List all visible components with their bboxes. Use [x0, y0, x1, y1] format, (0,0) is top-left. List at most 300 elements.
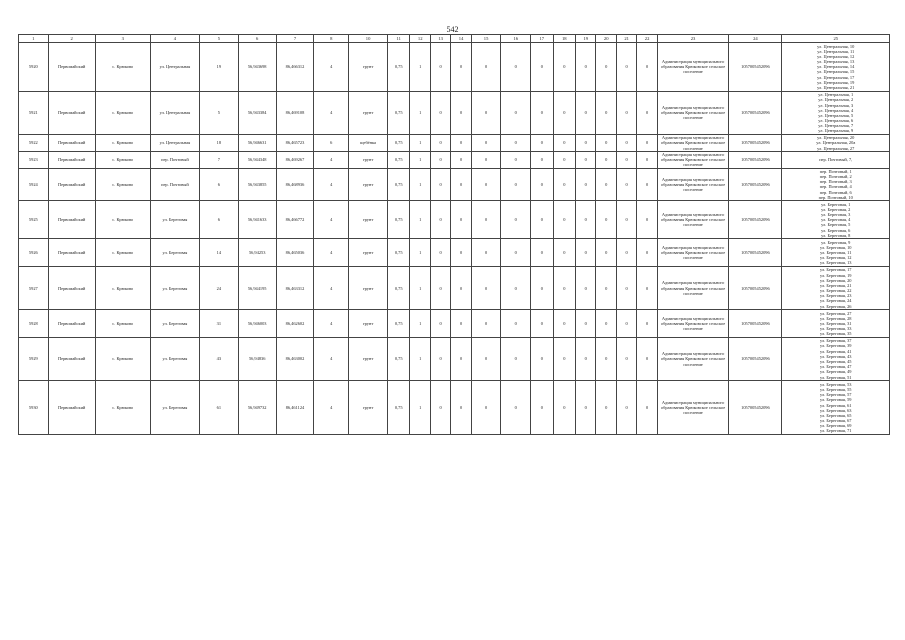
- latitude-cell: 56,943698: [238, 43, 276, 92]
- column-header: 2: [48, 35, 95, 43]
- column-header: 3: [95, 35, 150, 43]
- zero-cell: 0: [471, 201, 501, 239]
- zero-cell: 0: [553, 135, 575, 152]
- surface-cell: грунт: [349, 168, 388, 201]
- zero-cell: 0: [531, 91, 553, 134]
- capacity-cell: 4: [314, 381, 349, 435]
- table-row: [19, 43, 890, 92]
- addresses-cell: [782, 135, 890, 152]
- record-number-cell: 5925: [19, 201, 49, 239]
- address-line: ул. Береговая, 11: [820, 250, 852, 256]
- column-header: 12: [410, 35, 430, 43]
- zero-cell: 0: [531, 168, 553, 201]
- address-line: ул. Береговая, 41: [820, 348, 852, 354]
- capacity-cell: 4: [314, 168, 349, 201]
- zero-cell: 0: [553, 239, 575, 267]
- container-count-cell: 1: [410, 168, 430, 201]
- district-cell: Первомайский: [48, 381, 95, 435]
- zero-cell: 0: [471, 310, 501, 338]
- zero-cell: 0: [553, 266, 575, 309]
- district-cell: Первомайский: [48, 310, 95, 338]
- addresses-cell: [782, 381, 890, 435]
- settlement-cell: с. Крюково: [95, 43, 150, 92]
- address-line: пер. Почтовый, 2: [819, 174, 852, 180]
- district-cell: Первомайский: [48, 151, 95, 168]
- settlement-cell: с. Крюково: [95, 151, 150, 168]
- owner-cell: Администрация муниципального образования Крюковское сельское поселение: [657, 310, 729, 338]
- ogrn-cell: 1057005452096: [729, 201, 782, 239]
- header-row: [19, 35, 890, 43]
- zero-cell: 0: [596, 168, 616, 201]
- zero-cell: 0: [596, 381, 616, 435]
- longitude-cell: 86,463312: [276, 266, 314, 309]
- zero-cell: 0: [451, 337, 471, 380]
- zero-cell: 0: [553, 310, 575, 338]
- zero-cell: 0: [637, 43, 657, 92]
- house-cell: 18: [199, 135, 238, 152]
- house-cell: 5: [199, 91, 238, 134]
- zero-cell: 0: [531, 381, 553, 435]
- zero-cell: 0: [637, 239, 657, 267]
- record-number-cell: 5922: [19, 135, 49, 152]
- column-header: 23: [657, 35, 729, 43]
- zero-cell: 0: [576, 381, 596, 435]
- zero-cell: 0: [501, 239, 531, 267]
- house-cell: 43: [199, 337, 238, 380]
- column-header: 7: [276, 35, 314, 43]
- address-line: ул. Береговая, 57: [820, 392, 852, 398]
- street-cell: ул. Береговая: [150, 201, 199, 239]
- zero-cell: 0: [616, 151, 636, 168]
- column-header: 10: [349, 35, 388, 43]
- zero-cell: 0: [451, 91, 471, 134]
- longitude-cell: 86,462602: [276, 310, 314, 338]
- record-number-cell: 5929: [19, 337, 49, 380]
- longitude-cell: 86,465723: [276, 135, 314, 152]
- volume-cell: 0,75: [387, 168, 409, 201]
- zero-cell: 0: [637, 201, 657, 239]
- zero-cell: 0: [430, 201, 450, 239]
- address-line: ул. Береговая, 26: [820, 303, 852, 309]
- column-header: 19: [576, 35, 596, 43]
- zero-cell: 0: [596, 266, 616, 309]
- address-line: ул. Береговая, 33: [820, 326, 852, 332]
- capacity-cell: 4: [314, 239, 349, 267]
- district-cell: Первомайский: [48, 337, 95, 380]
- zero-cell: 0: [471, 266, 501, 309]
- zero-cell: 0: [451, 151, 471, 168]
- owner-cell: Администрация муниципального образования Крюковское сельское поселение: [657, 381, 729, 435]
- column-header: 14: [451, 35, 471, 43]
- record-number-cell: 5921: [19, 91, 49, 134]
- latitude-cell: 56,949732: [238, 381, 276, 435]
- zero-cell: 0: [576, 266, 596, 309]
- zero-cell: 0: [531, 310, 553, 338]
- owner-cell: Администрация муниципального образования Крюковское сельское поселение: [657, 151, 729, 168]
- page-number: 542: [446, 25, 459, 34]
- zero-cell: 0: [531, 337, 553, 380]
- zero-cell: 0: [531, 135, 553, 152]
- zero-cell: 0: [430, 310, 450, 338]
- table-row: [19, 151, 890, 168]
- zero-cell: 0: [430, 168, 450, 201]
- column-header: 5: [199, 35, 238, 43]
- address-line: ул. Береговая, 71: [820, 428, 852, 434]
- street-cell: ул. Береговая: [150, 337, 199, 380]
- settlement-cell: с. Крюково: [95, 91, 150, 134]
- column-header: 6: [238, 35, 276, 43]
- column-header: 13: [430, 35, 450, 43]
- ogrn-cell: 1057005452096: [729, 135, 782, 152]
- ogrn-cell: 1057005452096: [729, 337, 782, 380]
- latitude-cell: 56,941633: [238, 201, 276, 239]
- address-line: ул. Береговая, 53: [820, 381, 852, 387]
- table-row: [19, 337, 890, 380]
- address-line: ул. Береговая, 49: [820, 369, 852, 375]
- house-cell: 24: [199, 266, 238, 309]
- address-line: ул. Береговая, 35: [820, 331, 852, 337]
- ogrn-cell: 1057005452096: [729, 43, 782, 92]
- volume-cell: 0,75: [387, 151, 409, 168]
- zero-cell: 0: [451, 266, 471, 309]
- address-line: ул. Береговая, 9: [821, 239, 851, 245]
- container-count-cell: 1: [410, 151, 430, 168]
- address-line: ул. Центральная, 1: [818, 92, 854, 98]
- zero-cell: 0: [553, 168, 575, 201]
- capacity-cell: 4: [314, 43, 349, 92]
- latitude-cell: 56,946003: [238, 310, 276, 338]
- settlement-cell: с. Крюково: [95, 337, 150, 380]
- zero-cell: 0: [553, 337, 575, 380]
- zero-cell: 0: [616, 310, 636, 338]
- address-line: ул. Береговая, 28: [820, 315, 852, 321]
- zero-cell: 0: [531, 151, 553, 168]
- house-cell: 31: [199, 310, 238, 338]
- latitude-cell: 56,943855: [238, 168, 276, 201]
- street-cell: пер. Почтовый: [150, 151, 199, 168]
- record-number-cell: 5923: [19, 151, 49, 168]
- address-line: ул. Береговая, 27: [820, 310, 852, 316]
- zero-cell: 0: [531, 239, 553, 267]
- house-cell: 61: [199, 381, 238, 435]
- zero-cell: 0: [501, 135, 531, 152]
- street-cell: пер. Почтовый: [150, 168, 199, 201]
- address-line: ул. Береговая, 6: [821, 227, 851, 233]
- zero-cell: 0: [553, 91, 575, 134]
- district-cell: Первомайский: [48, 168, 95, 201]
- zero-cell: 0: [596, 201, 616, 239]
- volume-cell: 0,75: [387, 43, 409, 92]
- column-header: 20: [596, 35, 616, 43]
- container-count-cell: 1: [410, 43, 430, 92]
- zero-cell: 0: [616, 91, 636, 134]
- zero-cell: 0: [430, 135, 450, 152]
- address-line: ул. Центральная, 10: [817, 43, 855, 49]
- address-line: ул. Береговая, 55: [820, 386, 852, 392]
- ogrn-cell: 1057005452096: [729, 239, 782, 267]
- table-row: [19, 91, 890, 134]
- zero-cell: 0: [576, 310, 596, 338]
- record-number-cell: 5928: [19, 310, 49, 338]
- house-cell: 14: [199, 239, 238, 267]
- zero-cell: 0: [616, 381, 636, 435]
- longitude-cell: 86,466312: [276, 43, 314, 92]
- addresses-cell: [782, 266, 890, 309]
- owner-cell: Администрация муниципального образования Крюковское сельское поселение: [657, 201, 729, 239]
- container-count-cell: 1: [410, 239, 430, 267]
- house-cell: 19: [199, 43, 238, 92]
- address-line: ул. Центральная, 27: [817, 145, 855, 151]
- zero-cell: 0: [596, 91, 616, 134]
- address-line: ул. Береговая, 51: [820, 374, 852, 380]
- longitude-cell: 86,468936: [276, 168, 314, 201]
- address-line: ул. Береговая, 63: [820, 407, 852, 413]
- volume-cell: 0,75: [387, 239, 409, 267]
- surface-cell: грунт: [349, 91, 388, 134]
- record-number-cell: 5927: [19, 266, 49, 309]
- zero-cell: 0: [501, 381, 531, 435]
- zero-cell: 0: [637, 151, 657, 168]
- surface-cell: грунт: [349, 151, 388, 168]
- capacity-cell: 4: [314, 266, 349, 309]
- zero-cell: 0: [596, 239, 616, 267]
- owner-cell: Администрация муниципального образования Крюковское сельское поселение: [657, 239, 729, 267]
- address-line: пер. Почтовый, 10: [818, 194, 853, 200]
- zero-cell: 0: [553, 201, 575, 239]
- district-cell: Первомайский: [48, 201, 95, 239]
- volume-cell: 0,75: [387, 201, 409, 239]
- address-line: пер. Почтовый, 6: [819, 189, 852, 195]
- column-header: 25: [782, 35, 890, 43]
- latitude-cell: 56,943384: [238, 91, 276, 134]
- addresses-cell: [782, 239, 890, 267]
- district-cell: Первомайский: [48, 266, 95, 309]
- zero-cell: 0: [501, 151, 531, 168]
- longitude-cell: 86,465036: [276, 239, 314, 267]
- owner-cell: Администрация муниципального образования Крюковское сельское поселение: [657, 337, 729, 380]
- owner-cell: Администрация муниципального образования Крюковское сельское поселение: [657, 91, 729, 134]
- zero-cell: 0: [616, 266, 636, 309]
- address-line: ул. Береговая, 10: [820, 244, 852, 250]
- zero-cell: 0: [471, 151, 501, 168]
- zero-cell: 0: [616, 337, 636, 380]
- address-line: ул. Береговая, 67: [820, 418, 852, 424]
- table-row: [19, 239, 890, 267]
- address-line: ул. Береговая, 3: [821, 212, 851, 218]
- addresses-cell: [782, 151, 890, 168]
- zero-cell: 0: [637, 381, 657, 435]
- zero-cell: 0: [430, 91, 450, 134]
- address-line: ул. Береговая, 8: [821, 232, 851, 238]
- table-row: [19, 201, 890, 239]
- zero-cell: 0: [616, 43, 636, 92]
- zero-cell: 0: [501, 201, 531, 239]
- surface-cell: грунт: [349, 43, 388, 92]
- address-line: ул. Береговая, 17: [820, 267, 852, 273]
- zero-cell: 0: [596, 310, 616, 338]
- settlement-cell: с. Крюково: [95, 168, 150, 201]
- address-line: ул. Береговая, 5: [821, 222, 851, 228]
- address-line: ул. Центральная, 13: [817, 59, 855, 65]
- owner-cell: Администрация муниципального образования Крюковское сельское поселение: [657, 43, 729, 92]
- zero-cell: 0: [576, 337, 596, 380]
- zero-cell: 0: [576, 91, 596, 134]
- zero-cell: 0: [430, 266, 450, 309]
- zero-cell: 0: [501, 310, 531, 338]
- address-line: пер. Почтовый, 7,: [819, 157, 853, 163]
- capacity-cell: 4: [314, 91, 349, 134]
- address-line: ул. Береговая, 61: [820, 402, 852, 408]
- column-header: 1: [19, 35, 49, 43]
- zero-cell: 0: [576, 168, 596, 201]
- address-line: ул. Береговая, 24: [820, 298, 852, 304]
- volume-cell: 0,75: [387, 135, 409, 152]
- zero-cell: 0: [451, 135, 471, 152]
- container-count-cell: 1: [410, 135, 430, 152]
- longitude-cell: 86,469108: [276, 91, 314, 134]
- zero-cell: 0: [501, 266, 531, 309]
- house-cell: 7: [199, 151, 238, 168]
- address-line: ул. Береговая, 47: [820, 364, 852, 370]
- zero-cell: 0: [637, 135, 657, 152]
- capacity-cell: 4: [314, 337, 349, 380]
- house-cell: 6: [199, 168, 238, 201]
- table-row: [19, 381, 890, 435]
- zero-cell: 0: [553, 43, 575, 92]
- address-line: ул. Береговая, 37: [820, 338, 852, 344]
- ogrn-cell: 1057005452096: [729, 266, 782, 309]
- surface-cell: грунт: [349, 337, 388, 380]
- settlement-cell: с. Крюково: [95, 201, 150, 239]
- street-cell: ул. Центральная: [150, 135, 199, 152]
- zero-cell: 0: [471, 239, 501, 267]
- address-line: ул. Центральная, 15: [817, 69, 855, 75]
- address-line: ул. Береговая, 59: [820, 397, 852, 403]
- address-line: ул. Центральная, 20а: [816, 140, 856, 146]
- capacity-cell: 4: [314, 310, 349, 338]
- address-line: ул. Береговая, 69: [820, 423, 852, 429]
- zero-cell: 0: [576, 151, 596, 168]
- volume-cell: 0,75: [387, 310, 409, 338]
- container-count-cell: 1: [410, 310, 430, 338]
- longitude-cell: 86,469267: [276, 151, 314, 168]
- capacity-cell: 6: [314, 135, 349, 152]
- zero-cell: 0: [451, 239, 471, 267]
- address-line: ул. Центральная, 12: [817, 53, 855, 59]
- address-line: ул. Береговая, 65: [820, 412, 852, 418]
- column-header: 22: [637, 35, 657, 43]
- address-line: ул. Центральная, 2: [818, 97, 854, 103]
- volume-cell: 0,75: [387, 337, 409, 380]
- address-line: ул. Береговая, 43: [820, 353, 852, 359]
- record-number-cell: 5924: [19, 168, 49, 201]
- zero-cell: 0: [616, 168, 636, 201]
- zero-cell: 0: [553, 381, 575, 435]
- capacity-cell: 4: [314, 201, 349, 239]
- address-line: ул. Береговая, 4: [821, 217, 851, 223]
- zero-cell: 0: [576, 239, 596, 267]
- column-header: 16: [501, 35, 531, 43]
- zero-cell: 0: [637, 310, 657, 338]
- container-count-cell: 1: [410, 266, 430, 309]
- address-line: ул. Центральная, 17: [817, 74, 855, 80]
- zero-cell: 0: [501, 43, 531, 92]
- table-row: [19, 135, 890, 152]
- zero-cell: 0: [616, 135, 636, 152]
- address-line: ул. Береговая, 19: [820, 272, 852, 278]
- address-line: ул. Береговая, 31: [820, 320, 852, 326]
- longitude-cell: 86,461124: [276, 381, 314, 435]
- container-count-cell: 1: [410, 337, 430, 380]
- settlement-cell: с. Крюково: [95, 239, 150, 267]
- address-line: ул. Береговая, 22: [820, 288, 852, 294]
- addresses-cell: [782, 43, 890, 92]
- zero-cell: 0: [596, 43, 616, 92]
- zero-cell: 0: [471, 168, 501, 201]
- street-cell: ул. Центральная: [150, 91, 199, 134]
- zero-cell: 0: [596, 151, 616, 168]
- address-line: ул. Береговая, 2: [821, 206, 851, 212]
- zero-cell: 0: [531, 43, 553, 92]
- owner-cell: Администрация муниципального образования Крюковское сельское поселение: [657, 168, 729, 201]
- column-header: 17: [531, 35, 553, 43]
- zero-cell: 0: [531, 201, 553, 239]
- volume-cell: 0,75: [387, 91, 409, 134]
- latitude-cell: 56,94836: [238, 337, 276, 380]
- address-line: ул. Береговая, 21: [820, 282, 852, 288]
- addresses-cell: [782, 168, 890, 201]
- zero-cell: 0: [616, 239, 636, 267]
- owner-cell: Администрация муниципального образования Крюковское сельское поселение: [657, 135, 729, 152]
- zero-cell: 0: [471, 91, 501, 134]
- latitude-cell: 56,946631: [238, 135, 276, 152]
- address-line: ул. Центральная, 7: [818, 123, 854, 129]
- zero-cell: 0: [576, 43, 596, 92]
- column-header: 18: [553, 35, 575, 43]
- address-line: ул. Центральная, 14: [817, 64, 855, 70]
- container-count-cell: 1: [410, 201, 430, 239]
- zero-cell: 0: [471, 337, 501, 380]
- zero-cell: 0: [451, 43, 471, 92]
- settlement-cell: с. Крюково: [95, 381, 150, 435]
- address-line: ул. Центральная, 20: [817, 135, 855, 141]
- container-count-cell: 1: [410, 91, 430, 134]
- zero-cell: 0: [471, 135, 501, 152]
- latitude-cell: 56,944195: [238, 266, 276, 309]
- address-line: ул. Центральная, 5: [818, 112, 854, 118]
- zero-cell: 0: [637, 266, 657, 309]
- settlement-cell: с. Крюково: [95, 266, 150, 309]
- street-cell: ул. Береговая: [150, 266, 199, 309]
- zero-cell: 0: [451, 310, 471, 338]
- address-line: ул. Центральная, 6: [818, 118, 854, 124]
- ogrn-cell: 1057005452096: [729, 91, 782, 134]
- address-line: ул. Береговая, 45: [820, 359, 852, 364]
- address-line: ул. Центральная, 3: [818, 102, 854, 108]
- volume-cell: 0,75: [387, 266, 409, 309]
- record-number-cell: 5920: [19, 43, 49, 92]
- zero-cell: 0: [531, 266, 553, 309]
- latitude-cell: 56,944348: [238, 151, 276, 168]
- record-number-cell: 5926: [19, 239, 49, 267]
- column-header: 8: [314, 35, 349, 43]
- capacity-cell: 4: [314, 151, 349, 168]
- street-cell: ул. Центральная: [150, 43, 199, 92]
- zero-cell: 0: [637, 168, 657, 201]
- zero-cell: 0: [430, 381, 450, 435]
- register-table: [18, 34, 890, 435]
- address-line: ул. Центральная, 9: [818, 128, 854, 134]
